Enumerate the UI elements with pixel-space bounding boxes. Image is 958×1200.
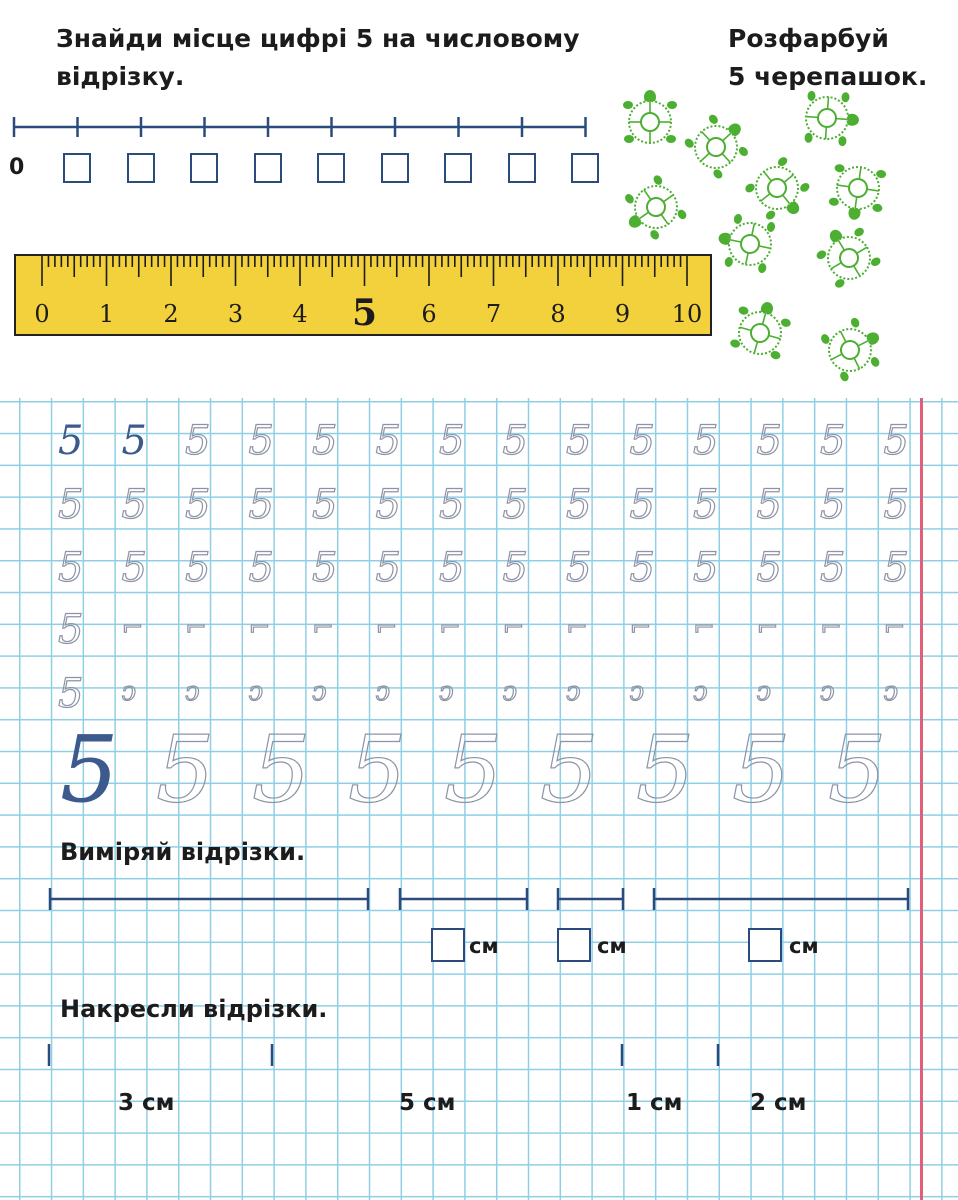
practice-digit-large: 5 <box>828 716 887 823</box>
task1-line1: Знайди місце цифрі 5 на числовому <box>56 24 580 53</box>
practice-digit: 5 <box>58 482 84 528</box>
practice-digit: 5 <box>58 607 84 653</box>
practice-digit: ↄ <box>375 677 391 707</box>
practice-digit: 5 <box>58 545 84 591</box>
practice-digit: 5 <box>693 482 719 528</box>
practice-digit: ↄ <box>312 677 327 707</box>
ruler-label: 7 <box>485 300 502 328</box>
practice-digit: 5 <box>439 418 465 464</box>
ruler-label: 8 <box>550 300 566 328</box>
measure-answer-box-1[interactable] <box>431 928 465 962</box>
practice-digit: 5 <box>375 482 401 528</box>
practice-digit: ⌐ <box>693 613 715 643</box>
ruler <box>14 254 712 336</box>
practice-digit: 5 <box>312 482 338 528</box>
practice-digit: 5 <box>502 545 528 591</box>
practice-digit: ⌐ <box>248 613 271 643</box>
practice-digit: ⌐ <box>185 613 207 643</box>
practice-digit: 5 <box>566 482 592 528</box>
turtle[interactable] <box>715 209 785 279</box>
draw-length-4: 2 см <box>750 1090 807 1116</box>
ruler-label: 1 <box>98 300 115 328</box>
ruler-label: 3 <box>227 300 244 328</box>
practice-digit-large: 5 <box>540 716 599 823</box>
turtle[interactable] <box>725 298 795 368</box>
measure-unit-3: см <box>789 934 819 958</box>
turtle[interactable] <box>823 153 893 223</box>
task1-instruction <box>56 20 580 96</box>
practice-digit: 5 <box>693 418 719 464</box>
number-line <box>10 110 600 150</box>
measure-answer-box-3[interactable] <box>748 928 782 962</box>
practice-digit-large: 5 <box>636 716 695 823</box>
measure-unit-2: см <box>597 934 627 958</box>
practice-digit: ↄ <box>439 677 454 707</box>
number-line-answer-box[interactable] <box>190 153 218 183</box>
ruler-label: 10 <box>671 300 703 328</box>
draw-length-2: 5 см <box>399 1090 456 1116</box>
practice-digit: 5 <box>185 545 211 591</box>
practice-digit: 5 <box>58 671 84 717</box>
practice-digit: ↄ <box>185 677 200 707</box>
practice-digit: ↄ <box>756 677 772 707</box>
practice-digit: ↄ <box>883 677 899 707</box>
practice-digit: 5 <box>375 545 401 591</box>
draw-length-3: 1 см <box>626 1090 683 1116</box>
measure-heading: Виміряй відрізки. <box>60 838 306 866</box>
practice-digit: 5 <box>185 418 211 464</box>
practice-digit: 5 <box>883 418 909 464</box>
practice-digit-large: 5 <box>348 716 407 823</box>
practice-digit: ⌐ <box>756 613 779 643</box>
ruler-label: 2 <box>163 300 179 328</box>
practice-digit: ↄ <box>820 677 835 707</box>
practice-digit: 5 <box>629 418 655 464</box>
practice-digit: 5 <box>566 418 592 464</box>
practice-digit-large: 5 <box>444 716 503 823</box>
number-line-answer-box[interactable] <box>127 153 155 183</box>
turtle[interactable] <box>792 83 862 153</box>
practice-digit: 5 <box>375 418 401 464</box>
turtle[interactable] <box>814 223 884 293</box>
number-line-answer-box[interactable] <box>317 153 345 183</box>
draw-heading: Накресли відрізки. <box>60 995 328 1023</box>
task1-line2: відрізку. <box>56 62 185 91</box>
practice-digit: 5 <box>121 545 147 591</box>
practice-digit: 5 <box>820 418 846 464</box>
practice-digit: ⌐ <box>629 613 652 643</box>
draw-start-marks <box>40 1040 740 1070</box>
practice-digit: ↄ <box>502 677 518 707</box>
ruler-label: 5 <box>351 292 378 334</box>
practice-digit: 5 <box>121 482 147 528</box>
practice-digit: ⌐ <box>566 613 588 643</box>
practice-digit: 5 <box>248 482 274 528</box>
practice-digit: 5 <box>185 482 211 528</box>
practice-digit: ⌐ <box>121 613 144 643</box>
practice-digit: ⌐ <box>502 613 525 643</box>
practice-digit: 5 <box>883 482 909 528</box>
practice-digit: 5 <box>629 545 655 591</box>
practice-digit: 5 <box>312 545 338 591</box>
practice-digit: ↄ <box>693 677 708 707</box>
practice-digit-large: 5 <box>252 716 311 823</box>
turtle[interactable] <box>615 87 685 157</box>
practice-digit: 5 <box>312 418 338 464</box>
number-line-answer-box[interactable] <box>63 153 91 183</box>
number-line-answer-box[interactable] <box>444 153 472 183</box>
practice-digit: ⌐ <box>883 613 906 643</box>
number-line-answer-box[interactable] <box>508 153 536 183</box>
task2-line1: Розфарбуй <box>728 24 889 53</box>
practice-digit: 5 <box>883 545 909 591</box>
practice-digit: ↄ <box>629 677 645 707</box>
practice-digit: 5 <box>58 418 84 464</box>
ruler-label: 0 <box>34 300 50 328</box>
practice-digit: 5 <box>248 418 274 464</box>
practice-digit-large: 5 <box>732 716 791 823</box>
practice-digit: 5 <box>820 545 846 591</box>
practice-digit: ⌐ <box>312 613 334 643</box>
ruler-label: 9 <box>614 300 631 328</box>
practice-digit: ↄ <box>248 677 264 707</box>
practice-digit: ↄ <box>566 677 581 707</box>
task2-line2: 5 черепашок. <box>728 62 928 91</box>
practice-digit: 5 <box>693 545 719 591</box>
practice-digit: 5 <box>439 545 465 591</box>
practice-digit-large: 5 <box>60 716 119 823</box>
number-line-zero-label: 0 <box>9 155 25 180</box>
number-line-answer-box[interactable] <box>571 153 599 183</box>
practice-digit: ⌐ <box>820 613 842 643</box>
practice-digit: 5 <box>502 418 528 464</box>
number-line-answer-box[interactable] <box>254 153 282 183</box>
number-line-answer-box[interactable] <box>381 153 409 183</box>
turtle[interactable] <box>681 112 751 182</box>
turtle[interactable] <box>621 172 691 242</box>
practice-digit: 5 <box>756 482 782 528</box>
practice-digit: 5 <box>756 545 782 591</box>
practice-digit: 5 <box>756 418 782 464</box>
practice-digit: 5 <box>439 482 465 528</box>
practice-digit: ⌐ <box>439 613 461 643</box>
measure-segments <box>40 880 920 920</box>
practice-digit: ⌐ <box>375 613 398 643</box>
practice-digit: 5 <box>248 545 274 591</box>
practice-digit: ↄ <box>121 677 137 707</box>
practice-digit: 5 <box>502 482 528 528</box>
notebook-margin-line <box>920 398 923 1200</box>
practice-digit: 5 <box>629 482 655 528</box>
measure-answer-box-2[interactable] <box>557 928 591 962</box>
practice-digit: 5 <box>820 482 846 528</box>
practice-digit-large: 5 <box>156 716 215 823</box>
turtle[interactable] <box>815 315 885 385</box>
ruler-label: 6 <box>421 300 437 328</box>
ruler-label: 4 <box>292 300 308 328</box>
practice-digit: 5 <box>566 545 592 591</box>
measure-unit-1: см <box>469 934 499 958</box>
practice-digit: 5 <box>121 418 147 464</box>
draw-length-1: 3 см <box>118 1090 175 1116</box>
